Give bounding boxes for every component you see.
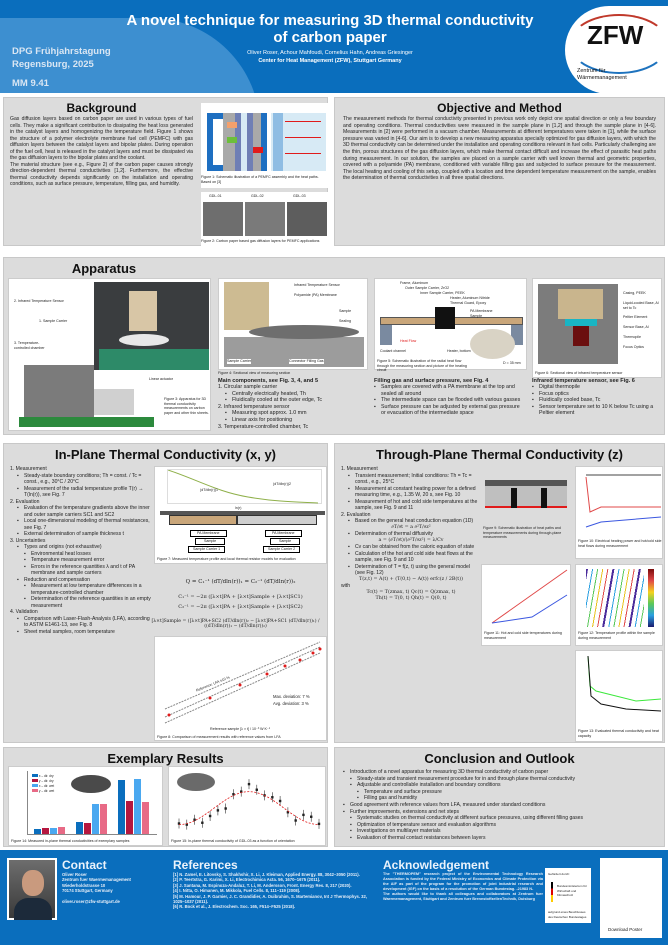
conclusion-list (343, 769, 661, 842)
heat-path-arrows (285, 121, 321, 122)
section-heading: Apparatus (71, 261, 137, 276)
text-label: The "THERMOPEM" research project of the Environmental Technology Research Association is funded by the Federal Ministry of Economics and Climate Protection via the AIF as part of the program for the promotion of joint industrial research and development (IGF) on the basis of a resolution of the German Bundestag. -21983 N- (383, 872, 543, 891)
text-label: Frame, Aluminum (400, 281, 429, 285)
text-label: Acknowledgement (383, 858, 490, 872)
reference-item: [2] P. Teertstra, G. Karimi, X. Li, Electrochimica Acta. 56, 1670–1675 (2011). (173, 877, 321, 883)
poster-title (120, 12, 540, 46)
list-item: ▪ Further improvements, extensions and net steps (343, 809, 661, 816)
text-label: Sample (195, 538, 225, 545)
figure-15-orientation-chart (168, 766, 326, 846)
list-item: ▪ Local one-dimensional modeling of thermal resistances, see Fig. 7 (10, 518, 155, 531)
author-block (180, 49, 480, 65)
figure-4-measuring-section (218, 278, 368, 370)
text-label: ▪ Centrally electrically heated, Th (218, 391, 368, 398)
text-label: Heater, bottom (447, 349, 471, 353)
bar (76, 822, 83, 834)
list-item: ▪ Based on the general heat conduction equation (1D) (341, 518, 481, 525)
figure-11-temperatures (481, 564, 571, 646)
bar (126, 801, 133, 834)
list-item: ▪ Evaluation of the temperature gradients above the inner and outer sample carriers SC1 and SC2 (10, 505, 155, 518)
text-label: ▪ The intermediate space can be flooded with various gasses (374, 397, 524, 404)
list-item: Tc(t) = T(zmax, t) Qc(t) = Q(zmax, t) (366, 589, 456, 595)
list-item: ▪ Temperature measurement error (10, 557, 155, 564)
text-label: ▪ Samples are covered with a PA membrane at the top and sealed all around (374, 384, 524, 397)
inplane-section (3, 443, 328, 743)
figure-14-bar-chart: x – dir. dry y – dir. dry x – dir. wet y – dir. wet Figure 14: Measured in-plane thermal conductivities of exemplary samples (8, 766, 163, 846)
text-label: Wiederholdstrasse 10 (62, 882, 106, 888)
reference-item: [3] J. Santana, M. Espinoza-Andaluz, T. Li, M. Andersson, Front. Energy Res. 8, 217 (2020). (173, 882, 352, 888)
list-item: a = (∂T/∂t)/(∂²T/∂z²) = λ/Cv (378, 537, 444, 543)
session-id: MM 9.41 (12, 78, 49, 89)
background-section (3, 97, 328, 246)
bar (34, 829, 41, 834)
text-label: Casing, PEEK (623, 291, 646, 295)
text-label: D = 35 mm (503, 361, 521, 365)
text-label: ▪ Fluidically cooled base, Tc (532, 397, 662, 404)
conference-info (12, 45, 111, 90)
list-item: ▪ Cv can be obtained from the caloric equation of state (341, 544, 481, 551)
figure-1-pemfc-schematic (201, 103, 329, 188)
text-label: PA Membrane (470, 309, 493, 313)
arrow-h2o-icon (253, 147, 263, 153)
text-label: ▪ Digital thermopile (532, 384, 662, 391)
temperature-profile-curve (168, 470, 323, 505)
figure-6-caption: Figure 6: Sectional view of infrared temperature sensor (535, 371, 623, 375)
text-label: GDL-01 (209, 194, 222, 198)
figure-4-caption: Figure 4: Sectional view of measuring section (218, 371, 291, 375)
list-item: Th(t) = T(0, t) Qh(t) = Q(0, t) (375, 596, 447, 601)
equation-c2: C₂⁻¹ = −2π ([λ×t]PA + [λ×t]Sample + [λ×t]SC2) (178, 604, 303, 610)
text-label: Thermopile (623, 335, 641, 339)
equation-c1: C₁⁻¹ = −2π ([λ×t]PA + [λ×t]Sample + [λ×t]SC1) (178, 594, 303, 600)
text-label: Inner Sample Carrier, PEEK (420, 291, 465, 295)
text-label: PA Membrane (265, 530, 302, 537)
list-item: ▪ External determination of sample thickness t (10, 531, 155, 538)
contact-block (62, 858, 172, 904)
list-item: 2. Evaluation (10, 498, 40, 505)
objective-text: The measurement methods for thermal conductivity presented in previous work only depict one spatial direction or only a few boundary and operating conditions. Thermal conductivities were measured in the sample plane in [1,2] and through the sample plane in [4-6]. Measurements in [2] were performed in a vacuum chamber. Measurements at different temperatures were taken in [1], while the surface pressure was varied in [4-6]. Our aim is to develop a new measuring apparatus specially optimized for gas diffusion layers, with which the 3D thermal conductivity can be determined under the installation and operating conditions relevant in fuel cells. Particularly challenging are the thin, porous structures of the gas diffusion layers, which make thermal contact difficult and increase the effect of parasitic heat paths during measurement. In our solution, the samples are placed on a sample carrier with well known thermal and geometric properties, covered with a polyamide (PA) membrane, conditioned with variable filling gas and subjected to surface pressure for the measurement. The local heating and cooling of this setup, coupled with a location and time dependent temperature measurement on the sample, enables the determination of thermal conductivities in all three spatial directions. (343, 116, 656, 182)
bar (50, 828, 57, 834)
text-label: GDL-03 (293, 194, 306, 198)
figure-8-lfa-comparison (154, 636, 327, 741)
text-label: Linear actuator (149, 377, 173, 381)
list-item: ▪ Introduction of a novel apparatus for measuring 3D thermal conductivity of carbon paper (343, 769, 661, 776)
background-paragraph-1: Gas diffusion layers based on carbon paper are used in various types of fuel cells. They make a significant contribution to dissipating the heat loss generated in the catalyst layers and homogenizing the temperature field. Figure 1 shows the structure of a polymer electrolyte membrane fuel cell (PEMFC) with gas diffusion layers between the catalyst layers and bipolar plates. During operation of the fuel cell, heat is released in the catalyst layers and must be dissipated via the gas diffusion layers to the bipolar plates and the coolant. (10, 116, 193, 161)
figure-8-caption: Figure 8: Comparison of measurement results with reference values from LFA (157, 735, 281, 739)
text-label: Sample (270, 538, 300, 545)
text-label: (dT/dln(r))2 (273, 482, 291, 486)
conclusion-section (334, 747, 665, 847)
text-label: Reference: LFA ±10 % (195, 675, 231, 693)
main-components-list (218, 378, 368, 430)
contact-email[interactable]: oliver.roser@zfw-stuttgart.de (62, 898, 120, 904)
text-label: Main components, see Fig. 3, 4, and 5 (218, 378, 319, 384)
list-item: ▪ Errors in the reference quantities λ and t of PA membrane and sample carriers (10, 564, 155, 577)
list-item: ▪ Comparison with Laser-Flash-Analysis (LFA), according to ASTM E1461-13, see Fig. 8 (10, 616, 155, 629)
list-item: 3. Uncertainties (10, 537, 46, 544)
poster-footer (0, 850, 668, 945)
figure-10-caption: Figure 10: Electrical heating power and hot/cold side heat flows during measurement (578, 539, 662, 548)
text-label: Focus Optics (623, 345, 644, 349)
text-label: A novel technique for measuring 3D thermal conductivity (126, 12, 534, 29)
acknowledgement-block (383, 858, 543, 901)
inplane-list (10, 466, 155, 635)
text-label: (dT/dln(r))1 (200, 488, 218, 492)
text-label: ▪ Sensor temperature set to 10 K below Tc using a Peltier element (532, 404, 662, 417)
list-item: ▪ Measurement of the radial temperature profile T(r) → T(ln(r)), see Fig. 7 (10, 486, 155, 499)
list-item: ▪ Steady-state and transient measurement procedure for in and through plane thermal conductivity (343, 776, 661, 783)
list-item: ▪ Transient measurement; Initial conditions: Th = Tc = const., e.g., 25°C (341, 473, 481, 486)
text-label: Polyamide (PA) Membrane (294, 293, 337, 297)
text-label: 1. Sample Carrier (39, 319, 68, 323)
text-label: Thermal Guard, Epoxy (450, 301, 487, 305)
list-item: ▪ Optimization of temperature sensor and evaluation algorithms (343, 822, 661, 829)
figure-9-heat-paths (481, 466, 571, 559)
equation-heat-flow: Q = C₁⁻¹ (dT/dln(r))₁ = C₂⁻¹ (dT/dln(r))₂ (185, 579, 296, 585)
list-item: ▪ Determination of T = f(z, t) using the general model (see Fig. 12) (341, 564, 481, 577)
list-item: ▪ Adjustable and controllable installation and boundary conditions (343, 782, 661, 789)
figure-3-apparatus-photo (8, 278, 211, 431)
figure-2-caption: Figure 2: Carbon paper based gas diffusion layers for PEMFC applications (201, 239, 320, 243)
figure-12-temperature-profile (575, 564, 663, 646)
section-heading: Objective and Method (437, 101, 562, 115)
text-label: Reference sample [λ × t] / 10⁻³ W K⁻¹ (210, 727, 271, 731)
list-item: ▪ Good agreement with reference values from LFA, measured under standard conditions (343, 802, 661, 809)
list-item: T(z,t) = A(t) + (T(0,t) − A(t)) erfc(z / 2B(t)) (359, 576, 463, 582)
text-label: 2. Infrared Temperature Sensor (14, 299, 64, 303)
conference-location: Regensburg, 2025 (12, 59, 94, 70)
authors: Oliver Roser, Achour Mahfoudi, Cornelius Hahn, Andreas Griesinger (247, 50, 413, 56)
zfw-logo (565, 6, 668, 93)
results-section (3, 747, 328, 847)
text-label: ▪ Fluidically cooled at the outer edge, Tc (218, 397, 368, 404)
throughplane-section (334, 443, 665, 743)
apparatus-section (3, 257, 665, 435)
references-block (173, 858, 373, 910)
text-label: 3. Temperature-controlled chamber (14, 341, 45, 350)
list-item: ▪ Temperature and surface pressure (343, 789, 661, 796)
filling-gas-list (374, 378, 524, 417)
text-label: GDL-02 (251, 194, 264, 198)
text-label: 3. Temperature-controlled chamber, Tc (218, 423, 309, 430)
figure-13-caption: Figure 13: Evaluated thermal conductivity and heat capacity (578, 729, 659, 738)
list-item: ▪ Evaluation of thermal contact resistances between layers (343, 835, 661, 842)
text-label: ▪ Focus optics (532, 391, 662, 398)
list-item: ▪ Types and origins (not exhaustive) (10, 544, 155, 551)
text-label: 1. Circular sample carrier (218, 384, 278, 390)
figure-7-temperature-profile (154, 466, 327, 564)
text-label: Sample Carrier 1 (188, 546, 225, 553)
text-label: Connector Filling Gas (289, 359, 324, 363)
list-item: ▪ Determination of the reference quantities in an empty measurement (10, 596, 155, 609)
text-label: ZFW (587, 20, 644, 50)
section-heading: Conclusion and Outlook (424, 751, 575, 766)
figure-1-caption: Figure 1: Schematic illustration of a PEMFC assembly and the heat paths. Based on [3] (201, 175, 319, 184)
text-label: 2. Infrared temperature sensor (218, 403, 290, 410)
reference-item: [4] I. Nitta, O. Himanen, M. Mikkola, Fuel Cells. 8, 111–119 (2008). (173, 888, 301, 894)
text-label: Bundesministerium für Wirtschaft und Klimaschutz (557, 884, 587, 897)
list-item: ▪ Determination of thermal diffusivity (341, 531, 481, 538)
text-label: Infrared Temperature Sensor (294, 283, 340, 287)
list-item: 4. Validation (10, 609, 38, 615)
figure-13-conductivity-capacity (575, 650, 663, 742)
list-item: ▪ Measurement of hot and cold side temperatures at the sample, see Fig. 9 and 11 (341, 499, 481, 512)
bar (92, 804, 99, 834)
list-item: ▪ Sheet metal samples, room temperature (10, 629, 155, 636)
list-item: ▪ Calculation of the hot and cold side heat flows at the sample, see Fig. 9 and 10 (341, 551, 481, 564)
download-poster-qr[interactable] (600, 858, 662, 938)
figure-5-heat-flow-schematic (374, 278, 527, 370)
list-item: with (341, 583, 351, 589)
text-label: Contact (62, 858, 107, 872)
figure-15-caption: Figure 15: In-plane thermal conductivity of GDL-03 as a function of orientation (171, 839, 295, 843)
download-poster-label: Download Poster (608, 927, 643, 932)
arrow-h2-icon (227, 122, 237, 128)
reference-item: [1] N. Zamel, E. Litovsky, S. Shakhshir, X. Li, J. Kleiman, Applied Energy. 88, 3042–3050 (2011). (173, 872, 360, 877)
bar (118, 780, 125, 834)
text-label: Zentrum fuer Waermemanagement (62, 877, 131, 883)
figure-7-caption: Figure 7: Measured temperature profile and local thermal resistor models for evaluation (157, 557, 296, 561)
text-label: of carbon paper (273, 29, 387, 46)
arrow-electron-icon (227, 137, 237, 143)
figure-5-caption: Figure 5: Schematic illustration of the radial heat flow through the measuring section and picture of the heating circuit (377, 359, 467, 372)
background-paragraph-2: The material structure (see e.g., Figure 2) of the carbon paper causes strongly direction-dependent thermal conductivities [1,2]. Furthermore, the effective thermal conductivity depends significantly on the installation and operating conditions, such as surface pressure, temperature, filling gas, and humidity. (10, 161, 193, 187)
text-label: ln(r) (235, 506, 242, 510)
text-label: Zentrum für (577, 68, 606, 74)
section-heading: Through-Plane Thermal Conductivity (z) (375, 447, 623, 462)
text-label: Gefördert durch: (548, 872, 570, 876)
bar (42, 828, 49, 834)
text-label: ▪ Measuring spot approx. 1.0 mm (218, 410, 368, 417)
text-label: Sample (339, 309, 352, 313)
figure-3-caption: Figure 3: Apparatus for 3D thermal conductivity measurements on carbon paper and other thin sheets. (164, 397, 209, 415)
list-item: ∂T/∂t = a ∂²T/∂z² (391, 524, 431, 530)
list-item: ▪ Filling gas and humidity (343, 795, 661, 802)
text-label: The authors would like to thank all colleagues and collaborators at Zentrum fuer Waermemanagement, Stuttgart and Zentrum fuer BrennstoffzellenTechnik, Duisburg (383, 891, 543, 901)
equation-sample: [λ×t]Sample = ([λ×t]PA+SC2 (dT/dln(r))₂ − [λ×t]PA+SC1 (dT/dln(r))₁) / ((dT/dln(r))₁ − (dT/dln(r))₂) (151, 619, 320, 629)
funder-logo (545, 868, 591, 923)
bar (142, 802, 149, 834)
text-label: Outer Sample Carrier, ZrO2 (405, 286, 450, 290)
conference-name: DPG Frühjahrstagung (12, 46, 111, 57)
text-label: Max. deviation: 7 % (273, 694, 310, 699)
text-label: Sample (470, 314, 483, 318)
figure-2-gdl-samples (201, 192, 329, 246)
figure-14-caption: Figure 14: Measured in-plane thermal conductivities of exemplary samples (11, 839, 130, 843)
figure-10-heat-flows (575, 466, 663, 559)
list-item: 2. Evaluation (341, 511, 371, 518)
affiliation: Center for Heat Management (ZFW), Stuttgart Germany (258, 58, 402, 64)
figure-6-ir-sensor (532, 278, 662, 378)
text-label: Coolant channel (380, 349, 406, 353)
text-label: Sample Carrier 2 (263, 546, 300, 553)
text-label: Avg. deviation: 3 % (273, 701, 309, 706)
list-item: ▪ Systematic studies on thermal conductivity at different surface pressures, using different filling gases (343, 815, 661, 822)
text-label: Sensor Base, Al (623, 325, 649, 329)
text-label: Filling gas and surface pressure, see Fig. 4 (374, 378, 489, 384)
list-item: 1. Measurement (341, 466, 378, 472)
list-item: ▪ Measurement at constant heating power for a defined measuring time, e.g., 1.35 W, 20 s, see Fig. 10 (341, 486, 481, 499)
text-label: Sample Carrier (227, 359, 252, 363)
ir-sensor-list (532, 378, 662, 417)
reference-item: [6] R. Bock et al., J. Electrochem. Soc. 165, F514–F525 (2018). (173, 904, 296, 910)
text-label: aufgrund eines Beschlusses des Deutschen Bundestages (548, 910, 587, 919)
list-item: ▪ Steady-state boundary conditions; Th = const. / Tc = const., e.g., 30°C / 20°C (10, 473, 155, 486)
text-label: Oliver Roser (62, 872, 87, 877)
list-item: 1. Measurement (10, 466, 47, 472)
list-item: ▪ Investigations on multilayer materials (343, 828, 661, 835)
text-label: 70174 Stuttgart, Germany (62, 888, 113, 894)
poster-header (0, 0, 668, 93)
text-label: Peltier Element (623, 315, 648, 319)
text-label: PA Membrane (190, 530, 227, 537)
section-heading: Exemplary Results (107, 751, 224, 766)
figure-11-caption: Figure 11: Hot and cold side temperatures during measurement (484, 631, 562, 640)
text-label: ▪ Linear axis for positioning (218, 417, 368, 424)
bar (84, 823, 91, 834)
text-label: Heater, Aluminum Nitride (450, 296, 490, 300)
text-label: ▪ Surface pressure can be adjusted by external gas pressure or evacuation of the intermediate space (374, 404, 524, 417)
throughplane-list (341, 466, 481, 603)
figure-9-caption: Figure 9: Schematic illustration of heat paths and temperature measurements during through-plane measurements (483, 526, 562, 539)
text-label: Infrared temperature sensor, see Fig. 6 (532, 378, 635, 384)
text-label: Liquid-cooled Base, Al set to Tc (623, 301, 659, 310)
text-label: Sealing (339, 319, 351, 323)
bar (134, 779, 141, 834)
objective-section (334, 97, 665, 246)
list-item: ▪ Environmental heat losses (10, 551, 155, 558)
bar (58, 827, 65, 834)
reference-item: [5] M. Hamour, J. P. Garnier, J. C. Grandidier, A. Ouibrahim, S. Martemianov, Int J Thermophys. 32, 1025–1037 (2011). (173, 893, 367, 905)
text-label: Heat Flow (400, 339, 417, 343)
list-item: ▪ Measurement at low temperature differences in a temperature-controlled chamber (10, 583, 155, 596)
figure-12-caption: Figure 12: Temperature profile within the sample during measurement (578, 631, 655, 640)
author-photo (7, 858, 57, 920)
text-label: Wärmemanagement (577, 75, 627, 81)
bar (100, 804, 107, 834)
section-heading: In-Plane Thermal Conductivity (x, y) (54, 447, 277, 462)
text-label: References (173, 858, 238, 872)
list-item: ▪ Reduction and compensation (10, 577, 155, 584)
lfa-comparison-chart (155, 637, 328, 727)
section-heading: Background (66, 101, 137, 115)
